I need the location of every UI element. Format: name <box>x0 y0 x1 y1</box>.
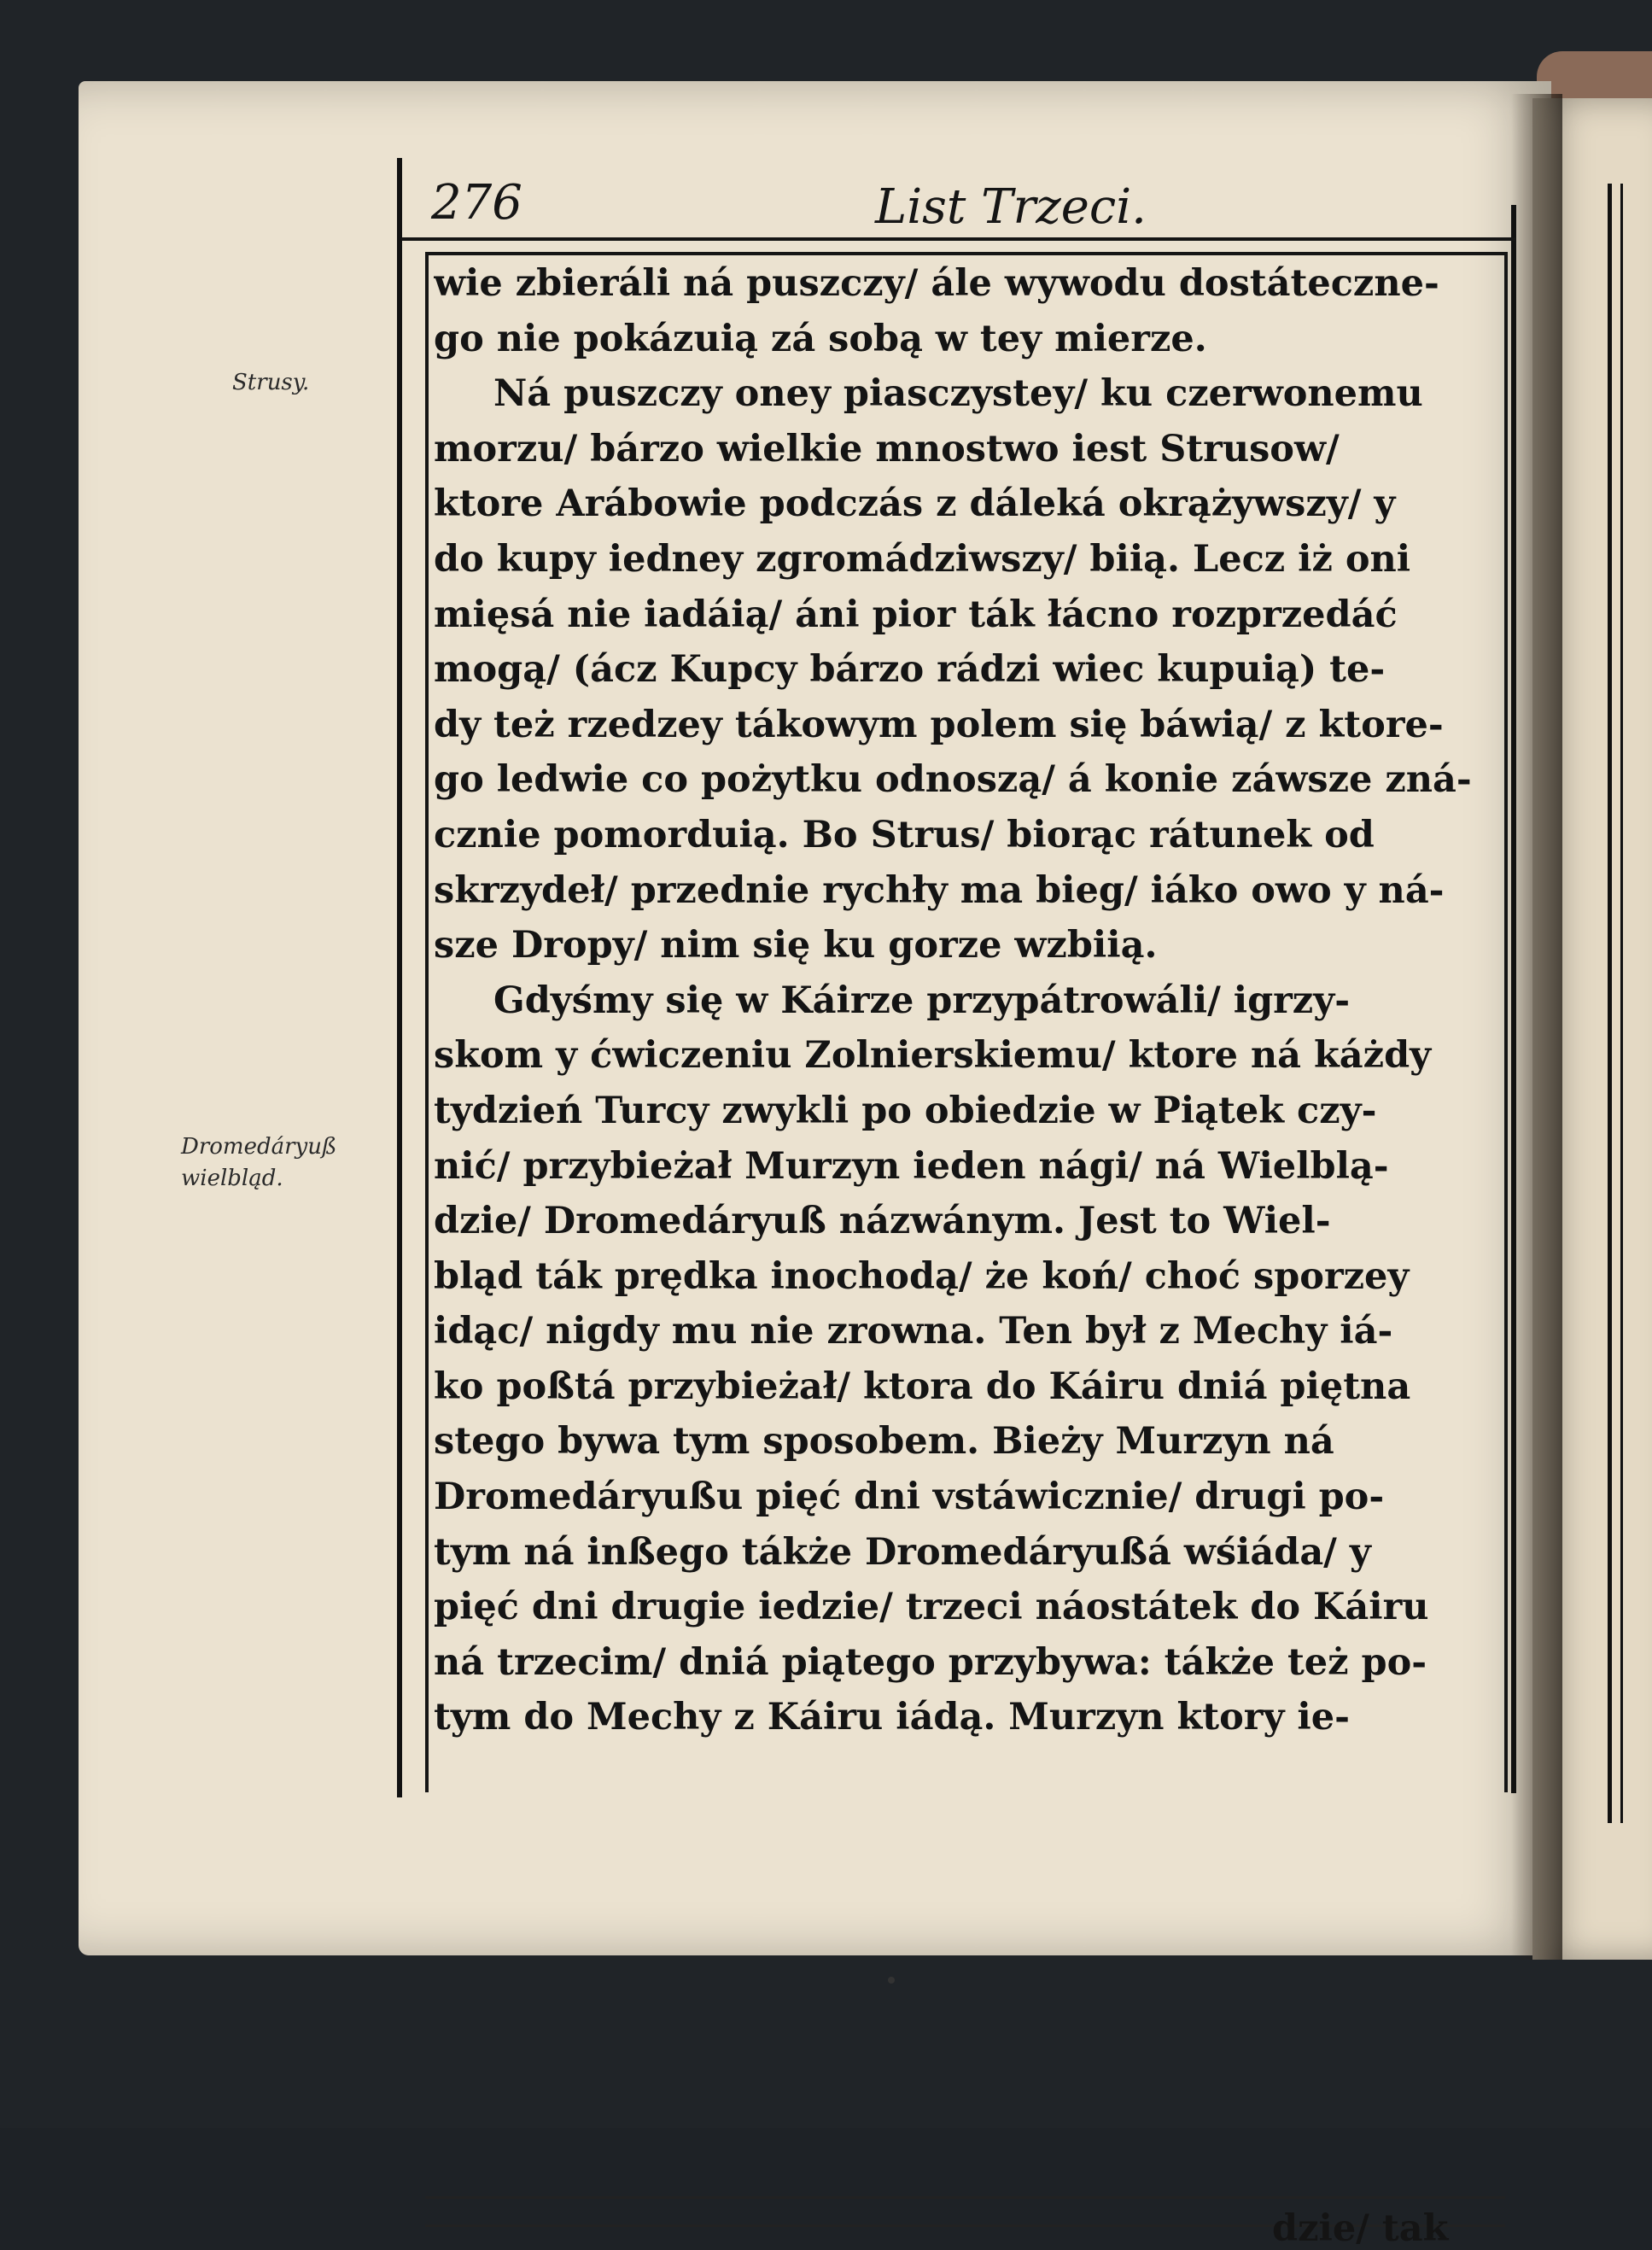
right-page-frame <box>1608 184 1623 1823</box>
text-line: Ná puszczy oney piasczystey/ ku czerwonemu <box>493 372 1423 416</box>
text-line: dzie/ Dromedáryuß názwánym. Jest to Wiel- <box>434 1200 1331 1243</box>
text-line: tym do Mechy z Káiru iádą. Murzyn ktory ie- <box>434 1696 1350 1739</box>
text-line: mogą/ (ácz Kupcy bárzo rádzi wiec kupuią) te- <box>434 648 1386 692</box>
body-text <box>434 256 1497 1745</box>
text-line: skrzydeł/ przednie rychły ma bieg/ iáko owo y ná- <box>434 868 1445 912</box>
margin-note-strusy: Strusy. <box>232 370 310 395</box>
text-line: ná trzecim/ dniá piątego przybywa: tákże też po- <box>434 1640 1427 1684</box>
text-line: Gdyśmy się w Káirze przypátrowáli/ igrzy- <box>493 979 1351 1022</box>
text-line: morzu/ bárzo wielkie mnostwo iest Strusow/ <box>434 427 1340 470</box>
text-line: do kupy iedney zgromádziwszy/ biią. Lecz iż oni <box>434 537 1411 581</box>
margin-note-dromedaryus: Dromedáryuß <box>181 1134 337 1160</box>
text-line: ktore Arábowie podczás z dáleká okrążywszy/ y <box>434 482 1396 526</box>
text-line: ko poßtá przybieżał/ ktora do Káiru dniá piętna <box>434 1365 1411 1408</box>
text-line: mięsá nie iadáią/ áni pior ták łácno rozprzedáć <box>434 593 1398 636</box>
text-line: cznie pomorduią. Bo Strus/ biorąc rátunek od <box>434 813 1375 856</box>
page-number: 276 <box>431 175 522 231</box>
header-rule <box>401 237 1515 241</box>
text-line: tym ná inßego tákże Dromedáryußá wśiáda/ y <box>434 1530 1371 1574</box>
footer-rule <box>425 2196 1505 2199</box>
ink-speck <box>888 1977 895 1984</box>
text-line: skom y ćwiczeniu Zolnierskiemu/ ktore ná káżdy <box>434 1034 1432 1078</box>
catchword: dzie/ tak <box>1272 2207 1449 2250</box>
margin-note-wielblad: wielbląd. <box>181 1166 283 1191</box>
text-line: idąc/ nigdy mu nie zrowna. Ten był z Mechy iá- <box>434 1310 1393 1353</box>
text-line: go ledwie co pożytku odnoszą/ á konie záwsze zná- <box>434 758 1472 802</box>
text-line: nić/ przybieżał Murzyn ieden nági/ ná Wielblą- <box>434 1144 1389 1188</box>
running-head: List Trzeci. <box>875 179 1147 235</box>
text-line: pięć dni drugie iedzie/ trzeci náostátek do Káiru <box>434 1586 1429 1629</box>
text-line: go nie pokázuią zá sobą w tey mierze. <box>434 317 1207 360</box>
text-line: stego bywa tym sposobem. Bieży Murzyn ná <box>434 1420 1334 1464</box>
text-line: wie zbieráli ná puszczy/ ále wywodu dostáteczne- <box>434 262 1439 305</box>
text-line: dy też rzedzey tákowym polem się báwią/ z ktore- <box>434 703 1444 746</box>
text-line: tydzień Turcy zwykli po obiedzie w Piątek czy- <box>434 1089 1377 1132</box>
text-line: bląd ták prędka inochodą/ że koń/ choć sporzey <box>434 1254 1410 1298</box>
text-line: sze Dropy/ nim się ku gorze wzbiią. <box>434 924 1158 967</box>
gutter-shadow <box>1511 94 1562 1960</box>
text-line: Dromedáryußu pięć dni vstáwicznie/ drugi po- <box>434 1476 1385 1519</box>
